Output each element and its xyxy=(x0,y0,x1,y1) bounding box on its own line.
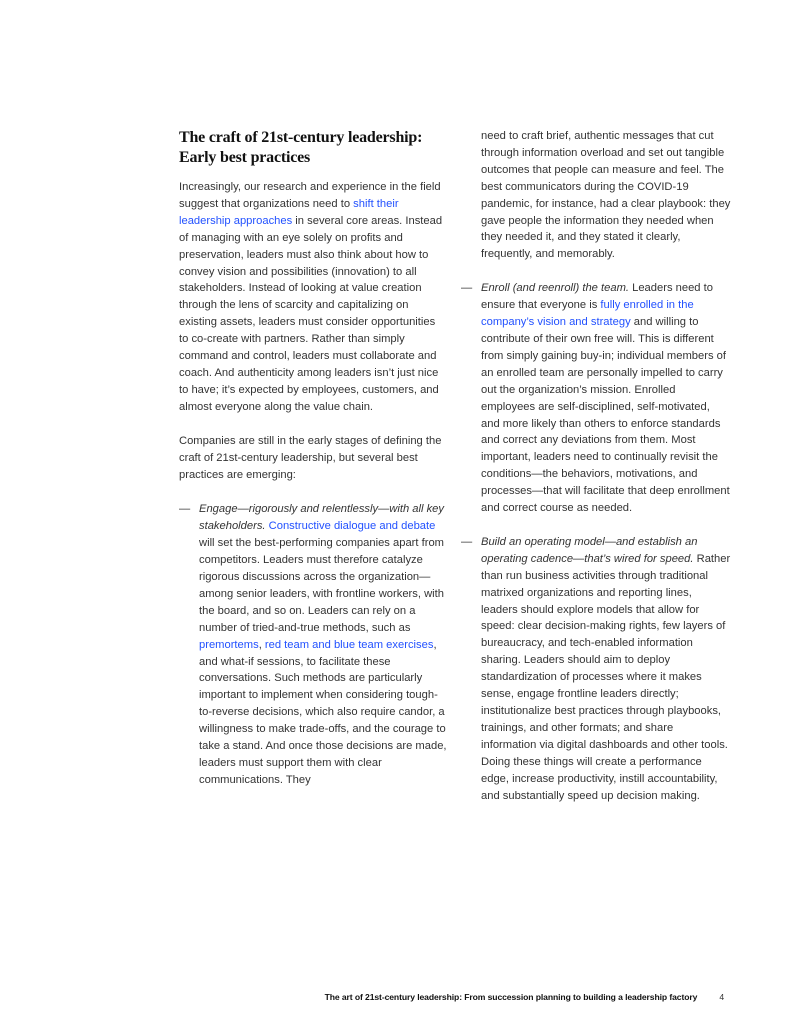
bullet-text: will set the best-performing companies apart from competitors. Leaders must therefore catalyze rigorous discussions across the organization—among senior leaders, with frontline workers, with the board, and so on. Leaders can rely on a number of tried-and-true methods, such as xyxy=(199,537,444,634)
bullet-text: Rather than run business activities through traditional matrixed organizations and reporting lines, leaders should explore models that allow for speed: clear decision-making rights, few layers of bureaucracy, and tech-enabled information sharing. Leaders should aim to deploy standardization of processes where it makes sense, engage frontline leaders directly; institutionalize best practices through playbooks, trainings, and other formats; and share information via digital dashboards and other tools. Doing these things will create a performance edge, increase productivity, instill accountability, and substantially speed up decision making. xyxy=(481,552,731,802)
bullet-lead-engage: Engage—rigorously and relentlessly—with all key stakeholders. xyxy=(199,503,444,533)
dash-marker: — xyxy=(461,282,473,295)
emerging-paragraph: Companies are still in the early stages of defining the craft of 21st-century leadership, but several best practices are emerging: xyxy=(179,434,442,481)
engage-continuation: need to craft brief, authentic messages that cut through information overload and set out tangible outcomes that people can measure and feel. The best communicators during the COVID-19 pandemic, for instance, had a clear playbook: they gave people the information they needed when they needed it, and they stated it clearly, frequently, and memorably. xyxy=(481,130,731,261)
bullet-text: , and what-if sessions, to facilitate these conversations. Such methods are particularly important to implement when considering tough-to-reverse decisions, which also require candor, a willingness to make trade-offs, and the courage to take a stand. And once those decisions are made, leaders must support them with clear communications. They xyxy=(199,638,447,786)
page-footer xyxy=(325,992,724,1002)
bullet-text: and willing to contribute of their own free will. This is different from simply gaining buy-in; individual members of an enrolled team are personally impelled to carry out the organization’s mission. Enrolled employees are self-disciplined, self-motivated, and more likely than others to enforce standards and correct any deviations from them. Most important, leaders need to continually revisit the conditions—the behaviors, motivations, and processes—that will facilitate that deep enrollment and correct course as needed. xyxy=(481,316,730,515)
bullet-lead-operating-model: Build an operating model—and establish an operating cadence—that’s wired for speed. xyxy=(481,535,698,565)
heading-line-2: Early best practices xyxy=(179,149,311,166)
left-column xyxy=(179,128,447,789)
section-heading xyxy=(179,128,447,168)
best-practices-list xyxy=(179,501,447,788)
red-blue-team-link[interactable]: red team and blue team exercises xyxy=(264,638,434,651)
intro-text-a: Increasingly, our research and experience in the field suggest that organizations need to xyxy=(179,181,441,210)
page-number: 4 xyxy=(719,992,724,1002)
right-column xyxy=(461,128,731,804)
best-practices-list-continued xyxy=(461,280,731,804)
bullet-lead-enroll: Enroll (and reenroll) the team. xyxy=(481,282,629,295)
intro-paragraph xyxy=(179,179,447,416)
bullet-text: Leaders need to ensure that everyone is xyxy=(481,282,713,312)
shift-approaches-link[interactable]: shift their leadership approaches xyxy=(179,197,399,227)
intro-text-b: in several core areas. Instead of managing with an eye solely on profits and preservation, leaders must also think about how to convey vision and possibilities (innovation) to all stakeholders. Instead of looking at value creation through the lens of scarcity and capitalizing on existing assets, leaders must consider opportunities to co-create with partners. Rather than simply command and control, leaders must collaborate and coach. And authenticity among leaders isn’t just nice to have; it’s expected by employees, customers, and almost everyone along the value chain. xyxy=(179,214,443,413)
list-item-operating-model xyxy=(461,534,731,805)
dialogue-debate-link[interactable]: Constructive dialogue and debate xyxy=(268,520,436,533)
premortems-link[interactable]: premortems xyxy=(199,638,259,651)
bullet-text: , xyxy=(258,638,265,651)
list-item-enroll xyxy=(461,280,731,517)
enrolled-vision-link[interactable]: fully enrolled in the company’s vision and strategy xyxy=(481,299,694,329)
dash-marker: — xyxy=(461,535,473,548)
heading-line-1: The craft of 21st-century leadership: xyxy=(179,129,423,146)
list-item-engage xyxy=(179,501,447,788)
footer-title: The art of 21st-century leadership: From succession planning to building a leadership factory xyxy=(324,992,698,1002)
dash-marker: — xyxy=(179,503,191,516)
